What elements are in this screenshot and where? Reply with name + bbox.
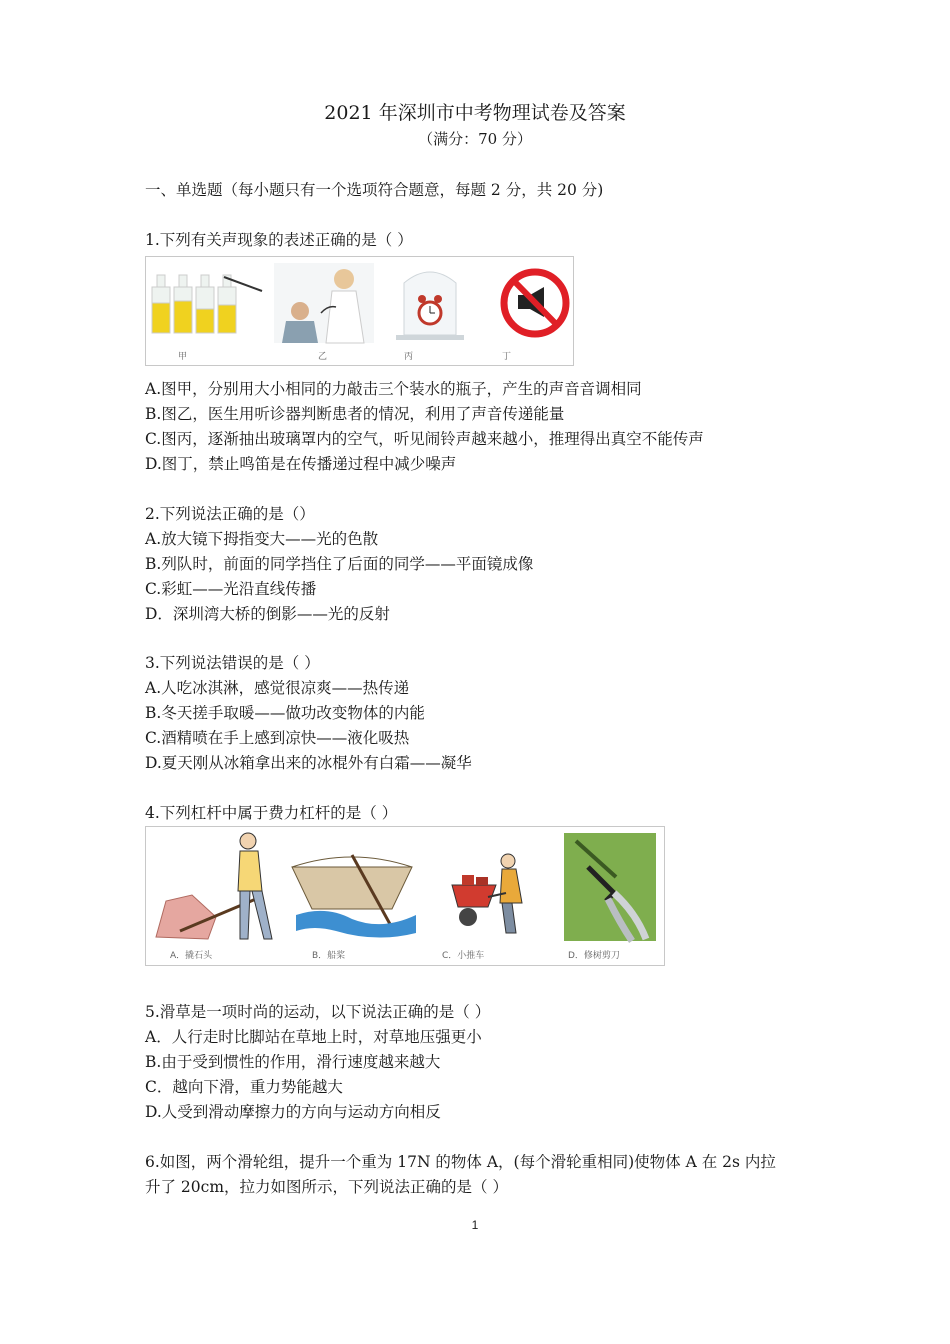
q6-stem-line2: 升了 20cm，拉力如图所示，下列说法正确的是（ ） xyxy=(145,1178,508,1196)
doctor-illustration xyxy=(274,263,374,343)
q1-caption-d: 丁 xyxy=(502,352,512,362)
q3-option-c: C.酒精喷在手上感到凉快——液化吸热 xyxy=(145,729,410,747)
q2-option-c: C.彩虹——光沿直线传播 xyxy=(145,580,317,598)
q1-caption-b: 乙 xyxy=(318,352,328,362)
pruning-shears-illustration xyxy=(564,833,656,941)
q4-caption-b: B．船桨 xyxy=(312,951,346,961)
q4-figure-drawing xyxy=(146,827,664,965)
q3-option-a: A.人吃冰淇淋，感觉很凉爽——热传递 xyxy=(145,679,410,697)
bottles-illustration xyxy=(152,275,262,333)
q4-caption-d: D．修树剪刀 xyxy=(568,951,620,961)
alarm-clock-illustration xyxy=(396,272,464,340)
q4-stem: 4.下列杠杆中属于费力杠杆的是（ ） xyxy=(145,804,398,822)
q3-option-d: D.夏天刚从冰箱拿出来的冰棍外有白霜——凝华 xyxy=(145,754,472,772)
q4-figure xyxy=(145,826,665,966)
q2-option-b: B.列队时，前面的同学挡住了后面的同学——平面镜成像 xyxy=(145,555,534,573)
q1-option-d: D.图丁，禁止鸣笛是在传播递过程中减少噪声 xyxy=(145,455,457,473)
q1-option-a: A.图甲，分别用大小相同的力敲击三个装水的瓶子，产生的声音音调相同 xyxy=(145,380,642,398)
prying-rock-illustration xyxy=(156,833,272,939)
q2-stem: 2.下列说法正确的是（） xyxy=(145,505,315,523)
q1-option-b: B.图乙，医生用听诊器判断患者的情况，利用了声音传递能量 xyxy=(145,405,565,423)
q5-option-d: D.人受到滑动摩擦力的方向与运动方向相反 xyxy=(145,1103,441,1121)
q4-caption-a: A．撬石头 xyxy=(170,951,213,961)
q1-stem: 1.下列有关声现象的表述正确的是（ ） xyxy=(145,231,413,249)
q6-stem-line1: 6.如图，两个滑轮组，提升一个重为 17N 的物体 A，(每个滑轮重相同)使物体 A 在 2s 内拉 xyxy=(145,1153,776,1171)
q5-option-a: A．人行走时比脚站在草地上时，对草地压强更小 xyxy=(145,1028,482,1046)
q3-option-b: B.冬天搓手取暖——做功改变物体的内能 xyxy=(145,704,425,722)
q5-option-c: C．越向下滑，重力势能越大 xyxy=(145,1078,343,1096)
q5-option-b: B.由于受到惯性的作用，滑行速度越来越大 xyxy=(145,1053,441,1071)
no-horn-sign-icon xyxy=(504,272,566,334)
wheelbarrow-illustration xyxy=(452,854,522,933)
page-title: 2021 年深圳市中考物理试卷及答案 xyxy=(324,102,626,124)
q1-caption-c: 丙 xyxy=(404,352,414,362)
q2-option-a: A.放大镜下拇指变大——光的色散 xyxy=(145,530,379,548)
q3-stem: 3.下列说法错误的是（ ） xyxy=(145,654,320,672)
section-heading: 一、单选题（每小题只有一个选项符合题意，每题 2 分，共 20 分) xyxy=(145,181,604,199)
q5-stem: 5.滑草是一项时尚的运动，以下说法正确的是（ ） xyxy=(145,1003,491,1021)
page-number: 1 xyxy=(471,1218,479,1232)
q2-option-d: D．深圳湾大桥的倒影——光的反射 xyxy=(145,605,390,623)
q1-figure xyxy=(145,256,574,366)
q4-caption-c: C．小推车 xyxy=(442,951,485,961)
page-subtitle: （满分：70 分） xyxy=(418,130,532,148)
q1-caption-a: 甲 xyxy=(178,352,188,362)
q1-option-c: C.图丙，逐渐抽出玻璃罩内的空气，听见闹铃声越来越小，推理得出真空不能传声 xyxy=(145,430,704,448)
boat-oar-illustration xyxy=(292,855,416,938)
